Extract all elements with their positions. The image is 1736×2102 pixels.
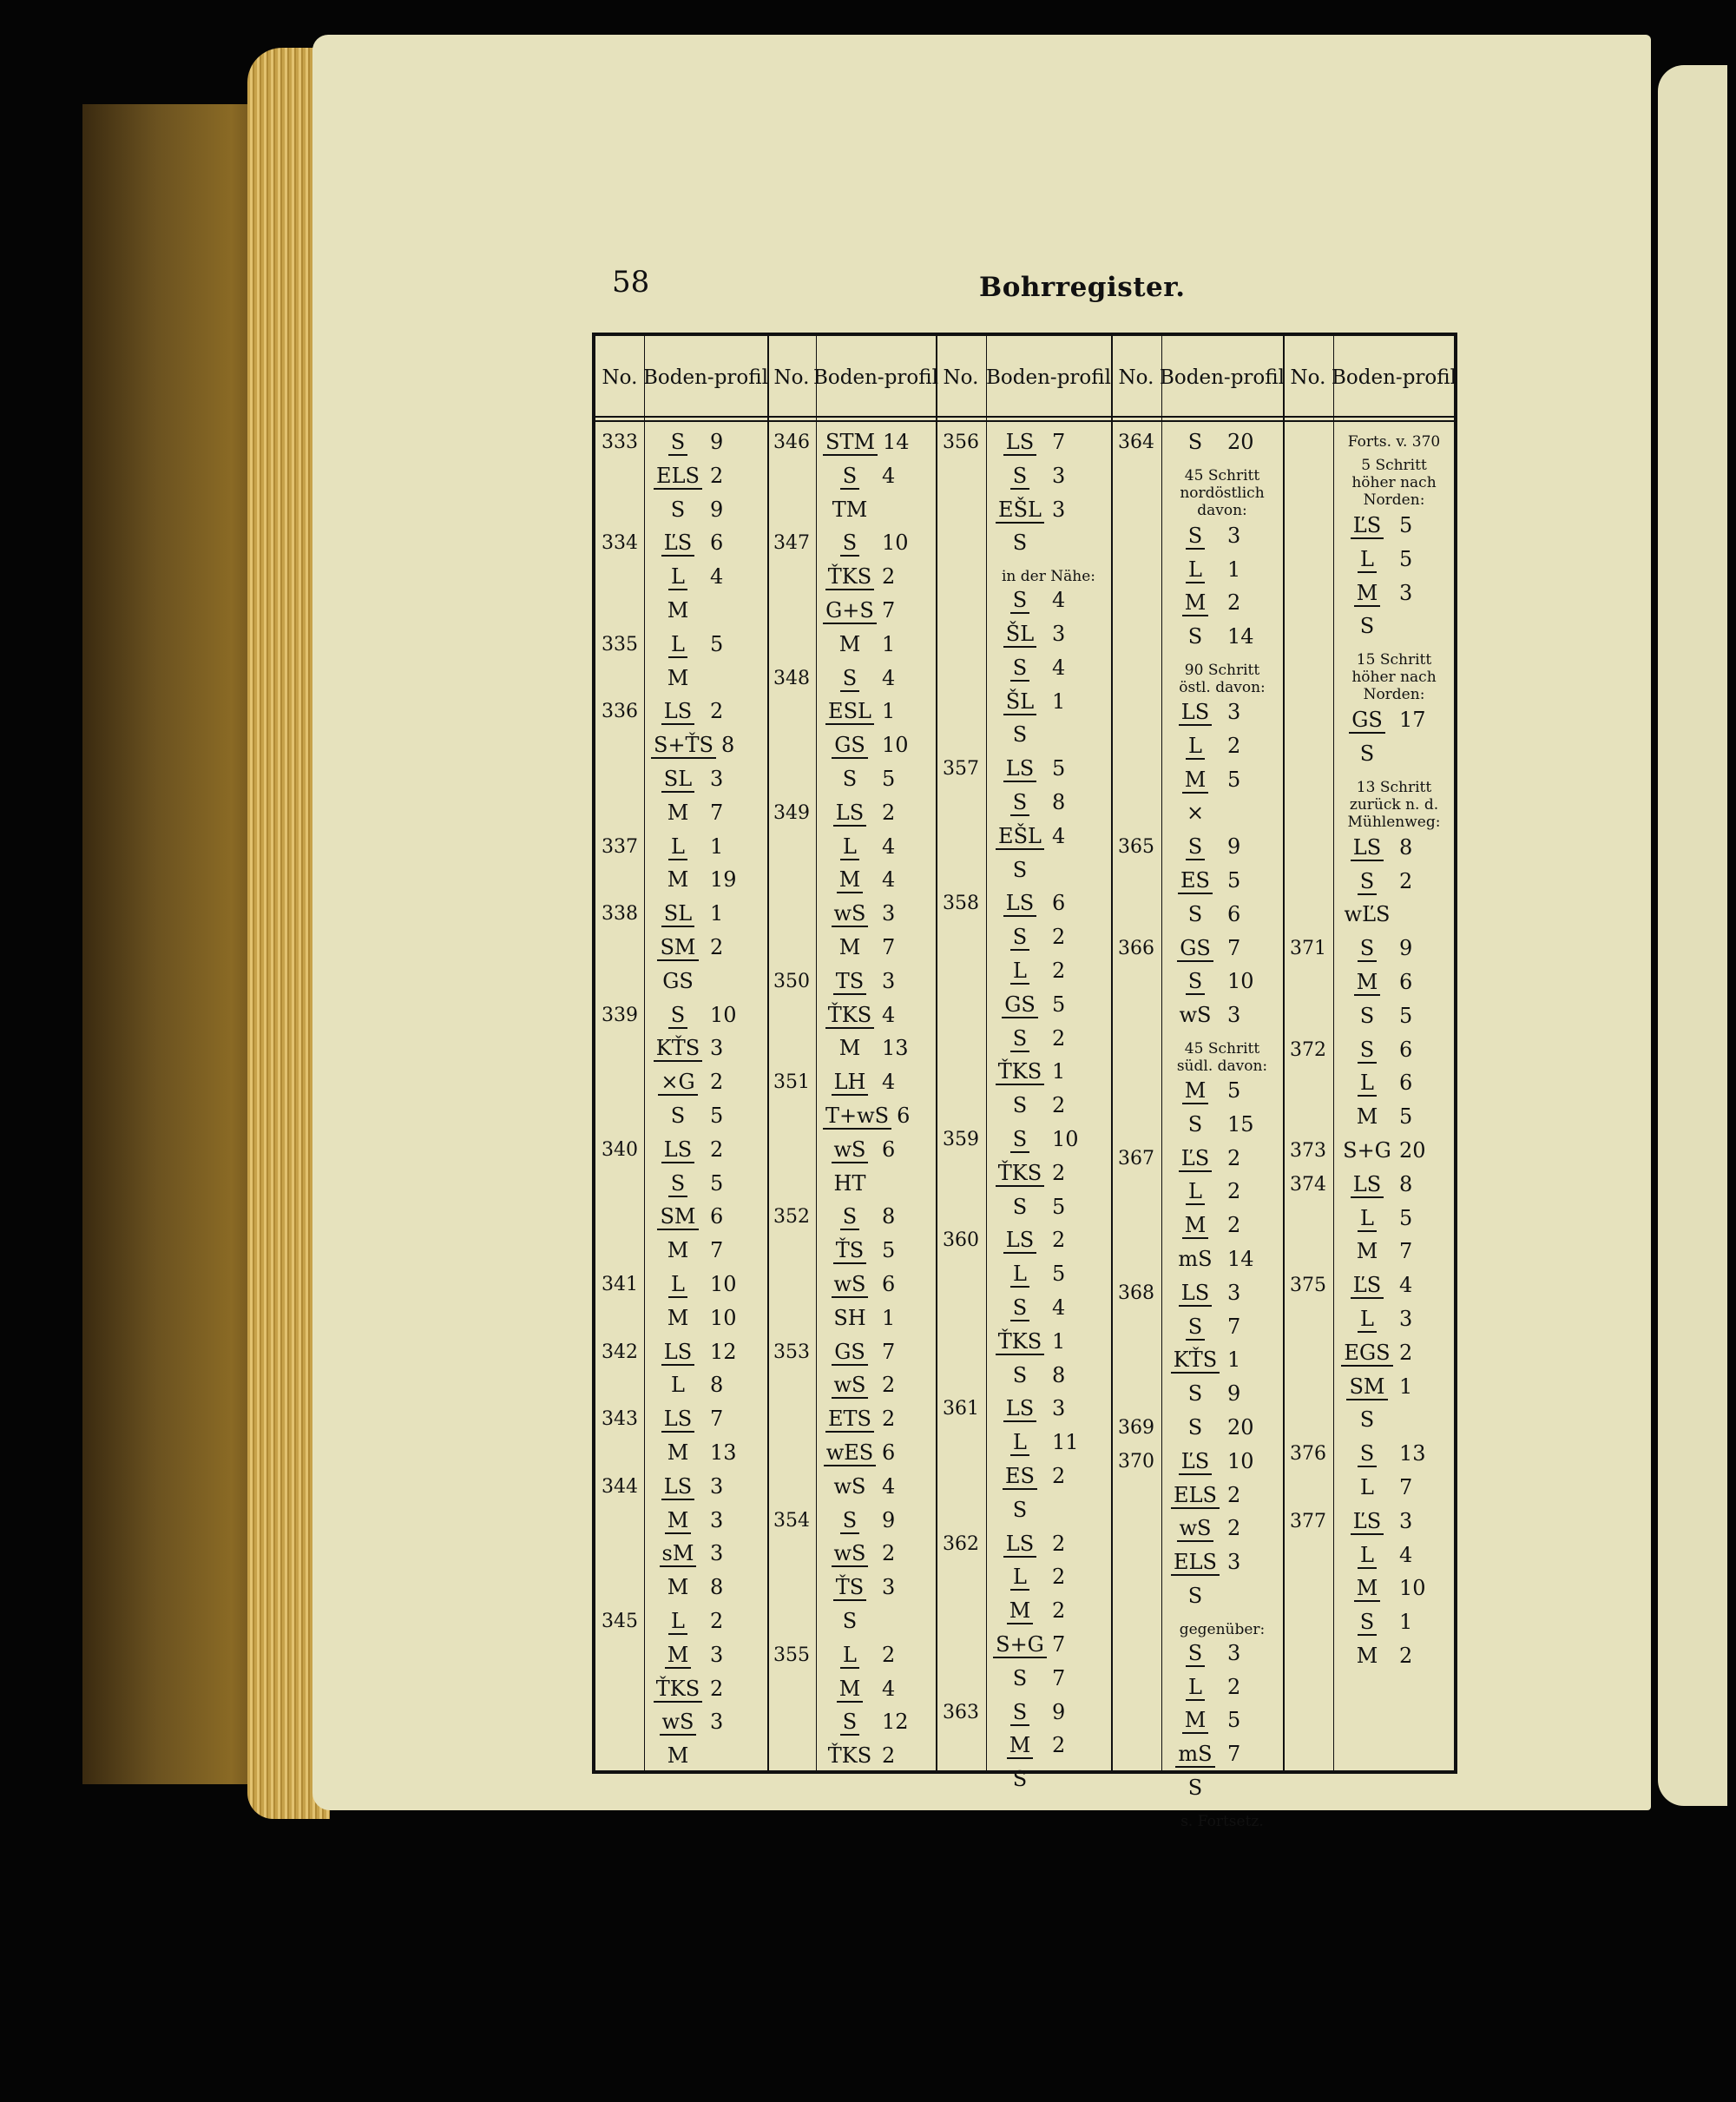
header-bodenprofil: Boden- profil <box>643 366 768 389</box>
bore-number: 355 <box>773 1644 810 1666</box>
profile-layer: GS 5 <box>993 992 1082 1017</box>
bore-number: 351 <box>773 1071 810 1094</box>
profile-layer: M 3 <box>651 1508 740 1532</box>
bore-number: 357 <box>943 758 979 781</box>
bore-number: 365 <box>1118 836 1154 859</box>
profile-layer: LS 6 <box>993 891 1082 915</box>
profile-layer: ELS 2 <box>651 464 740 488</box>
profile-layer: wS 2 <box>823 1373 911 1397</box>
profile-layer: SM 2 <box>651 935 740 959</box>
profile-layer: wES 6 <box>823 1440 911 1465</box>
profile-layer: L 5 <box>1340 547 1429 571</box>
profile-layer: S 7 <box>1168 1315 1257 1339</box>
profile-layer: S <box>1012 722 1028 748</box>
profile-layer: × <box>1186 801 1205 826</box>
profile-layer: S <box>1012 1497 1028 1522</box>
header-bodenprofil: Boden- profil <box>1160 366 1285 389</box>
header-bodenprofil: Boden- profil <box>813 366 938 389</box>
profile-layer: S 10 <box>993 1127 1082 1151</box>
profile-layer: S <box>1012 530 1028 556</box>
profile-layer: S 9 <box>993 1700 1082 1724</box>
profile-note: 13 Schritt zurück n. d. Mühlenweg: <box>1347 778 1441 831</box>
profile-layer: S 9 <box>1340 936 1429 960</box>
profile-layer: S 1 <box>1340 1610 1429 1634</box>
profile-layer: M 3 <box>651 1643 740 1667</box>
bore-number: 354 <box>773 1509 810 1532</box>
profile-layer: M 10 <box>1340 1576 1429 1600</box>
profile-layer: S <box>1359 741 1375 766</box>
profile-layer: S 9 <box>1168 834 1257 859</box>
profile-layer: mS 14 <box>1178 1247 1254 1271</box>
profile-note: 45 Schritt nordöstlich davon: <box>1180 466 1265 519</box>
profile-layer: L 5 <box>1340 1206 1429 1230</box>
profile-layer: M 5 <box>1168 1078 1257 1103</box>
profile-layer: S 9 <box>670 497 724 522</box>
profile-layer: M 7 <box>838 935 896 959</box>
profile-note: in der Nähe: <box>1001 568 1095 586</box>
profile-layer: LS 2 <box>993 1228 1082 1252</box>
profile-note: 45 Schritt südl. davon: <box>1176 1040 1268 1075</box>
profile-layer: L 4 <box>1340 1543 1429 1567</box>
header-no: No. <box>943 366 979 389</box>
profile-layer: EGS 2 <box>1340 1341 1429 1365</box>
profile-layer: S <box>842 1609 858 1633</box>
header-rule <box>595 416 1454 418</box>
column-rule <box>1333 336 1334 1770</box>
profile-layer: M 5 <box>1168 768 1257 792</box>
profile-layer: LS 5 <box>993 756 1082 781</box>
profile-layer: ĽS 6 <box>651 530 740 555</box>
profile-layer: TS 3 <box>823 969 911 993</box>
profile-layer: M 8 <box>667 1575 724 1600</box>
profile-layer: L 7 <box>1360 1475 1413 1499</box>
profile-layer: LS 3 <box>993 1396 1082 1420</box>
header-rule <box>595 420 1454 422</box>
profile-layer: M 6 <box>1340 970 1429 994</box>
running-title: Bohrregister. <box>979 272 1186 303</box>
profile-layer: L 8 <box>671 1373 724 1398</box>
profile-layer: L 3 <box>1340 1307 1429 1331</box>
profile-layer: S <box>1359 614 1375 639</box>
profile-layer: S 3 <box>1168 524 1257 548</box>
profile-layer: M 7 <box>667 1238 724 1263</box>
bore-number: 356 <box>943 432 979 453</box>
profile-layer: M 4 <box>823 867 911 892</box>
profile-layer: S 6 <box>1187 901 1241 926</box>
profile-layer: KŤS 1 <box>1168 1348 1257 1372</box>
profile-layer: L 2 <box>651 1609 740 1633</box>
profile-layer: ŤKS 2 <box>993 1161 1082 1185</box>
profile-layer: S 5 <box>1359 1003 1413 1028</box>
profile-layer: LS 2 <box>651 699 740 723</box>
profile-layer: wS 2 <box>1168 1516 1257 1540</box>
profile-layer: M 7 <box>667 800 724 825</box>
profile-layer: LS 8 <box>1340 835 1429 860</box>
profile-layer: S 4 <box>993 588 1082 612</box>
profile-layer: M 2 <box>1356 1644 1413 1668</box>
header-bodenprofil: Boden- profil <box>986 366 1111 389</box>
profile-layer: M 13 <box>667 1440 737 1465</box>
profile-layer: LS 3 <box>1168 1281 1257 1305</box>
profile-layer: S 14 <box>1187 624 1254 649</box>
profile-note: s. Fortsetz. <box>1180 1812 1264 1830</box>
column-rule <box>816 336 817 1770</box>
bore-number: 334 <box>602 532 638 555</box>
profile-layer: ĽS 5 <box>1340 513 1429 537</box>
bore-number: 339 <box>602 1004 638 1026</box>
bore-number: 374 <box>1290 1173 1326 1196</box>
profile-layer: S 20 <box>1187 430 1254 454</box>
bore-number: 366 <box>1118 937 1154 959</box>
profile-layer: S 2 <box>993 1026 1082 1051</box>
profile-layer: S 12 <box>823 1710 911 1734</box>
column-rule <box>986 336 987 1770</box>
bore-number: 343 <box>602 1408 638 1431</box>
profile-layer: S+ŤS 8 <box>651 733 751 757</box>
profile-layer: S 13 <box>1340 1441 1429 1466</box>
profile-layer: wS 4 <box>833 1473 896 1499</box>
profile-layer: GS <box>662 968 694 993</box>
profile-layer: M 3 <box>1340 581 1429 605</box>
bore-number: 363 <box>943 1701 979 1723</box>
profile-layer: ĽS 10 <box>1168 1449 1257 1473</box>
profile-layer: S <box>1187 1584 1203 1608</box>
profile-layer: M 5 <box>1168 1708 1257 1732</box>
profile-layer: S <box>1012 857 1028 882</box>
bore-number: 362 <box>943 1532 979 1555</box>
profile-note: Forts. v. 370 <box>1347 433 1441 451</box>
header-no: No. <box>602 366 638 389</box>
header-no: No. <box>1290 366 1326 389</box>
bore-number: 338 <box>602 903 638 926</box>
profile-layer: L 1 <box>651 834 740 859</box>
profile-layer: ELS 2 <box>1168 1483 1257 1507</box>
profile-layer: LS 8 <box>1340 1172 1429 1196</box>
profile-layer: L 4 <box>823 834 911 859</box>
profile-layer: S 4 <box>993 656 1082 680</box>
profile-layer: M 2 <box>1168 590 1257 615</box>
profile-layer: S+G 7 <box>993 1632 1082 1657</box>
profile-layer: ŤS 5 <box>823 1238 911 1262</box>
profile-layer: S+G 20 <box>1343 1138 1426 1163</box>
profile-layer: L 2 <box>993 1565 1082 1589</box>
profile-layer: M 1 <box>838 631 896 656</box>
profile-layer: ĽS 2 <box>1168 1146 1257 1170</box>
bore-number: 340 <box>602 1138 638 1161</box>
profile-layer: S 10 <box>651 1003 740 1027</box>
profile-layer: KŤS 3 <box>651 1036 740 1060</box>
profile-layer: S 10 <box>823 530 911 555</box>
profile-note: gegenüber: <box>1179 1620 1266 1638</box>
profile-layer: ŤKS 2 <box>651 1677 740 1701</box>
facing-page <box>1658 65 1727 1806</box>
profile-layer: M <box>667 1743 689 1769</box>
profile-layer: S 4 <box>823 464 911 488</box>
profile-layer: S 9 <box>823 1508 911 1532</box>
bore-number: 358 <box>943 893 979 915</box>
profile-layer: S 2 <box>993 925 1082 949</box>
profile-layer: ŤS 3 <box>823 1575 911 1599</box>
profile-layer: ŠL 3 <box>993 622 1082 646</box>
bore-number: 333 <box>602 432 638 453</box>
bore-number: 348 <box>773 667 810 689</box>
profile-layer: GS 17 <box>1340 708 1429 732</box>
profile-layer: S <box>1359 1407 1375 1433</box>
bore-number: 373 <box>1290 1140 1326 1162</box>
profile-layer: ETS 2 <box>823 1407 911 1431</box>
profile-layer: S 4 <box>993 1295 1082 1320</box>
profile-layer: S 5 <box>670 1104 724 1128</box>
bore-number: 337 <box>602 835 638 858</box>
profile-note: 15 Schritt höher nach Norden: <box>1351 651 1437 704</box>
profile-layer: L 5 <box>993 1262 1082 1286</box>
profile-layer: S 8 <box>823 1204 911 1229</box>
profile-layer: M 2 <box>1168 1213 1257 1237</box>
bore-number: 367 <box>1118 1147 1154 1170</box>
profile-layer: SH 1 <box>833 1305 896 1330</box>
profile-layer: S 7 <box>1012 1665 1066 1690</box>
profile-layer: S 20 <box>1187 1415 1254 1440</box>
bore-number: 369 <box>1118 1417 1154 1439</box>
profile-layer: LS 7 <box>993 430 1082 454</box>
bore-number: 350 <box>773 970 810 992</box>
bore-number: 347 <box>773 532 810 555</box>
profile-layer: M 5 <box>1356 1104 1413 1130</box>
profile-layer: ×G 2 <box>651 1070 740 1094</box>
profile-layer: mS 7 <box>1168 1742 1257 1766</box>
profile-layer: wS 3 <box>823 901 911 926</box>
profile-layer: L 2 <box>993 959 1082 983</box>
profile-layer: sM 3 <box>651 1541 740 1565</box>
bore-number: 368 <box>1118 1282 1154 1304</box>
bore-number: 371 <box>1290 938 1326 960</box>
profile-layer: EŠL 4 <box>993 824 1082 848</box>
profile-layer: ESL 1 <box>823 699 911 723</box>
profile-layer: LS 2 <box>823 801 911 825</box>
profile-layer: wS 3 <box>651 1710 740 1734</box>
profile-layer: S 6 <box>1340 1038 1429 1062</box>
profile-layer: ŤKS 1 <box>993 1059 1082 1084</box>
bore-number: 349 <box>773 801 810 824</box>
bore-number: 336 <box>602 701 638 723</box>
profile-layer: M 2 <box>993 1733 1082 1757</box>
profile-layer: S 8 <box>993 790 1082 814</box>
profile-layer: LS 2 <box>651 1137 740 1162</box>
profile-layer: ĽS 3 <box>1340 1509 1429 1533</box>
profile-layer: LS 3 <box>651 1474 740 1499</box>
profile-layer: LH 4 <box>823 1070 911 1094</box>
profile-layer: G+S 7 <box>823 598 911 623</box>
profile-layer: wS 2 <box>823 1541 911 1565</box>
profile-layer: T+wS 6 <box>823 1104 926 1128</box>
profile-layer: S <box>1187 1776 1203 1800</box>
column-rule <box>644 336 645 1770</box>
header-no: No. <box>773 366 810 389</box>
profile-layer: L 6 <box>1340 1071 1429 1095</box>
bore-number: 341 <box>602 1274 638 1295</box>
bore-number: 353 <box>773 1341 810 1363</box>
profile-layer: S 4 <box>823 666 911 690</box>
profile-layer: S 3 <box>993 464 1082 488</box>
profile-layer: ŤKS 2 <box>823 564 911 589</box>
profile-layer: S 9 <box>651 430 740 454</box>
bore-number: 376 <box>1290 1443 1326 1466</box>
profile-layer: L 2 <box>1168 1179 1257 1203</box>
bore-number: 360 <box>943 1229 979 1252</box>
profile-layer: GS 7 <box>1168 936 1257 960</box>
profile-layer: S 3 <box>1168 1641 1257 1665</box>
profile-layer: S 10 <box>1168 969 1257 993</box>
header-bodenprofil: Boden- profil <box>1332 366 1457 389</box>
profile-note: 5 Schritt höher nach Norden: <box>1351 457 1437 509</box>
profile-layer: TM <box>832 497 868 522</box>
profile-layer: M 4 <box>823 1677 911 1701</box>
profile-layer: L 4 <box>651 564 740 589</box>
profile-layer: ELS 3 <box>1168 1550 1257 1574</box>
profile-layer: HT <box>833 1170 866 1196</box>
page-number: 58 <box>612 265 650 300</box>
profile-layer: L 11 <box>993 1430 1082 1454</box>
profile-layer: M 7 <box>1356 1239 1413 1264</box>
bore-number: 344 <box>602 1475 638 1498</box>
profile-layer: GS 10 <box>823 733 911 757</box>
bore-number: 352 <box>773 1206 810 1229</box>
bohrregister-table <box>592 333 1457 1830</box>
profile-layer: wĽS <box>1344 902 1391 927</box>
bore-number: 346 <box>773 432 810 453</box>
profile-layer: L 2 <box>1168 1675 1257 1699</box>
profile-layer: M 19 <box>667 867 737 893</box>
profile-layer: EŠL 3 <box>993 497 1082 522</box>
profile-layer: ŤKS 1 <box>993 1329 1082 1354</box>
profile-layer: ES 2 <box>993 1464 1082 1488</box>
bore-number: 364 <box>1118 432 1154 453</box>
profile-layer: SM 1 <box>1340 1374 1429 1399</box>
profile-layer: S 15 <box>1187 1111 1254 1137</box>
profile-layer: SM 6 <box>651 1204 740 1229</box>
profile-layer: M <box>667 665 689 690</box>
profile-layer: wS 6 <box>823 1272 911 1296</box>
profile-layer: S 5 <box>842 767 896 791</box>
profile-layer: ĽS 4 <box>1340 1273 1429 1297</box>
bore-number: 377 <box>1290 1510 1326 1532</box>
bore-number: 372 <box>1290 1038 1326 1061</box>
profile-layer: S 2 <box>1340 869 1429 893</box>
bore-number: 359 <box>943 1129 979 1150</box>
profile-layer: L 2 <box>1168 734 1257 758</box>
profile-layer: S 2 <box>1012 1093 1066 1118</box>
profile-layer: GS 7 <box>823 1340 911 1364</box>
profile-layer: wS 3 <box>1179 1003 1241 1028</box>
bore-number: 361 <box>943 1398 979 1420</box>
profile-layer: ŠL 1 <box>993 689 1082 714</box>
profile-layer: S 9 <box>1187 1381 1241 1407</box>
profile-layer: LS 2 <box>993 1532 1082 1556</box>
profile-layer: M <box>667 598 689 623</box>
profile-layer: wS 6 <box>823 1137 911 1162</box>
profile-layer: S 8 <box>1012 1362 1066 1387</box>
profile-layer: L 1 <box>1168 557 1257 582</box>
bore-number: 335 <box>602 633 638 656</box>
profile-layer: LS 3 <box>1168 700 1257 724</box>
profile-layer: ŤKS 4 <box>823 1003 911 1027</box>
profile-layer: ŤKS 2 <box>827 1743 896 1769</box>
profile-layer: LS 12 <box>651 1340 740 1364</box>
profile-note: 90 Schritt östl. davon: <box>1179 662 1266 696</box>
profile-layer: L 10 <box>651 1272 740 1296</box>
column-rule <box>936 336 937 1770</box>
bore-number: 370 <box>1118 1450 1154 1473</box>
profile-layer: S <box>1012 1767 1028 1792</box>
profile-layer: L 5 <box>651 632 740 656</box>
column-rule <box>1111 336 1113 1770</box>
profile-layer: S 5 <box>651 1171 740 1196</box>
profile-layer: M 2 <box>993 1598 1082 1623</box>
profile-layer: M 13 <box>838 1036 909 1061</box>
profile-layer: LS 7 <box>651 1407 740 1431</box>
bore-number: 345 <box>602 1611 638 1632</box>
profile-layer: M 10 <box>667 1305 737 1330</box>
header-no: No. <box>1118 366 1154 389</box>
profile-layer: STM 14 <box>823 430 912 454</box>
profile-layer: SL 3 <box>651 767 740 791</box>
bore-number: 342 <box>602 1341 638 1363</box>
profile-layer: S 5 <box>1012 1194 1066 1219</box>
profile-layer: SL 1 <box>651 901 740 926</box>
profile-layer: L 2 <box>823 1643 911 1667</box>
bore-number: 375 <box>1290 1275 1326 1297</box>
profile-layer: ES 5 <box>1168 868 1257 893</box>
